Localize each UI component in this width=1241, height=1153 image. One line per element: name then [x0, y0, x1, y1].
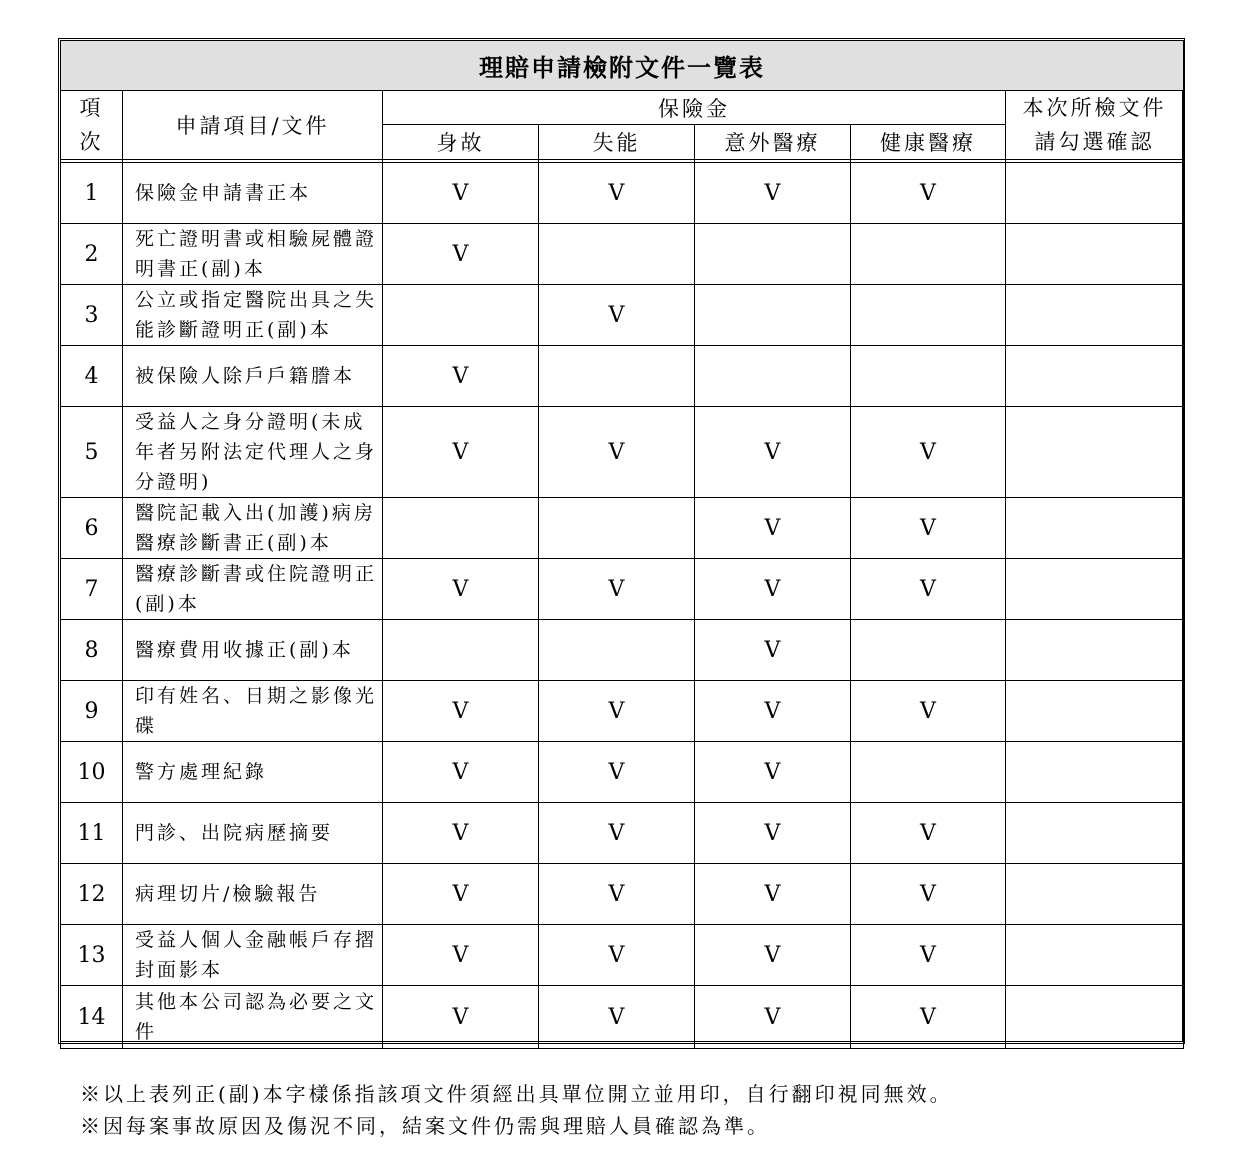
table-row: [61, 864, 1184, 925]
row-number: 12: [61, 864, 123, 925]
confirm-header: [1006, 91, 1184, 160]
mark-accident-medical: V: [695, 620, 851, 681]
mark-death: V: [383, 681, 539, 742]
mark-disability: V: [539, 742, 695, 803]
mark-death: [383, 620, 539, 681]
mark-disability: V: [539, 803, 695, 864]
mark-disability: V: [539, 407, 695, 498]
mark-accident-medical: [695, 285, 851, 346]
row-item: 警方處理紀錄: [123, 742, 383, 803]
row-number: 11: [61, 803, 123, 864]
mark-death: V: [383, 803, 539, 864]
row-number: 4: [61, 346, 123, 407]
row-number: 3: [61, 285, 123, 346]
mark-accident-medical: V: [695, 986, 851, 1049]
mark-disability: V: [539, 925, 695, 986]
row-item: 醫院記載入出(加護)病房醫療診斷書正(副)本: [123, 498, 383, 559]
mark-accident-medical: V: [695, 407, 851, 498]
confirm-checkbox-cell[interactable]: [1006, 163, 1184, 224]
confirm-checkbox-cell[interactable]: [1006, 986, 1184, 1049]
mark-health-medical: [851, 285, 1006, 346]
note-1: ※以上表列正(副)本字樣係指該項文件須經出具單位開立並用印，自行翻印視同無效。: [80, 1082, 953, 1106]
confirm-checkbox-cell[interactable]: [1006, 224, 1184, 285]
row-number: 2: [61, 224, 123, 285]
row-item: 印有姓名、日期之影像光碟: [123, 681, 383, 742]
category-header-accident-medical: 意外醫療: [695, 125, 851, 160]
row-item: 門診、出院病歷摘要: [123, 803, 383, 864]
mark-disability: [539, 346, 695, 407]
row-number: 7: [61, 559, 123, 620]
row-item: 病理切片/檢驗報告: [123, 864, 383, 925]
item-no-header-line2: 次: [79, 130, 104, 154]
mark-accident-medical: V: [695, 864, 851, 925]
table-row: [61, 925, 1184, 986]
mark-disability: V: [539, 864, 695, 925]
mark-disability: [539, 498, 695, 559]
row-item: 醫療診斷書或住院證明正(副)本: [123, 559, 383, 620]
table-row: [61, 407, 1184, 498]
note-2: ※因每案事故原因及傷況不同，結案文件仍需與理賠人員確認為準。: [80, 1114, 770, 1138]
table-row: [61, 803, 1184, 864]
mark-health-medical: V: [851, 681, 1006, 742]
table-body: [61, 163, 1184, 1049]
confirm-checkbox-cell[interactable]: [1006, 407, 1184, 498]
item-no-header-line1: 項: [79, 96, 104, 120]
mark-accident-medical: V: [695, 925, 851, 986]
mark-health-medical: [851, 224, 1006, 285]
mark-health-medical: V: [851, 559, 1006, 620]
mark-death: V: [383, 864, 539, 925]
row-item: 受益人之身分證明(未成年者另附法定代理人之身分證明): [123, 407, 383, 498]
table-row: [61, 742, 1184, 803]
mark-health-medical: [851, 346, 1006, 407]
mark-accident-medical: V: [695, 681, 851, 742]
mark-death: V: [383, 925, 539, 986]
confirm-checkbox-cell[interactable]: [1006, 803, 1184, 864]
mark-health-medical: V: [851, 925, 1006, 986]
mark-health-medical: [851, 620, 1006, 681]
confirm-checkbox-cell[interactable]: [1006, 346, 1184, 407]
mark-accident-medical: [695, 224, 851, 285]
mark-death: V: [383, 224, 539, 285]
mark-health-medical: V: [851, 498, 1006, 559]
mark-accident-medical: [695, 346, 851, 407]
mark-health-medical: V: [851, 803, 1006, 864]
mark-death: [383, 498, 539, 559]
mark-disability: [539, 620, 695, 681]
row-item: 受益人個人金融帳戶存摺封面影本: [123, 925, 383, 986]
table-title: 理賠申請檢附文件一覽表: [61, 41, 1184, 91]
mark-disability: V: [539, 681, 695, 742]
category-header-disability: 失能: [539, 125, 695, 160]
documents-table: [60, 40, 1184, 1049]
mark-death: V: [383, 742, 539, 803]
row-item: 被保險人除戶戶籍謄本: [123, 346, 383, 407]
mark-accident-medical: V: [695, 559, 851, 620]
mark-health-medical: V: [851, 986, 1006, 1049]
notes: [80, 1078, 953, 1142]
confirm-header-line2: 請勾選確認: [1034, 130, 1155, 154]
mark-death: [383, 285, 539, 346]
row-item: 醫療費用收據正(副)本: [123, 620, 383, 681]
mark-accident-medical: V: [695, 742, 851, 803]
row-number: 5: [61, 407, 123, 498]
mark-health-medical: V: [851, 163, 1006, 224]
mark-disability: V: [539, 559, 695, 620]
confirm-header-line1: 本次所檢文件: [1022, 96, 1167, 120]
mark-death: V: [383, 346, 539, 407]
item-header: 申請項目/文件: [123, 91, 383, 160]
insurance-group-header: 保險金: [383, 91, 1006, 125]
confirm-checkbox-cell[interactable]: [1006, 742, 1184, 803]
table-row: [61, 681, 1184, 742]
mark-death: V: [383, 407, 539, 498]
table-row: [61, 285, 1184, 346]
row-number: 1: [61, 163, 123, 224]
confirm-checkbox-cell[interactable]: [1006, 285, 1184, 346]
confirm-checkbox-cell[interactable]: [1006, 620, 1184, 681]
confirm-checkbox-cell[interactable]: [1006, 559, 1184, 620]
table-row: [61, 620, 1184, 681]
mark-accident-medical: V: [695, 163, 851, 224]
mark-health-medical: V: [851, 407, 1006, 498]
mark-death: V: [383, 163, 539, 224]
row-number: 14: [61, 986, 123, 1049]
confirm-checkbox-cell[interactable]: [1006, 925, 1184, 986]
item-no-header: [61, 91, 123, 160]
mark-health-medical: [851, 742, 1006, 803]
row-number: 13: [61, 925, 123, 986]
table-row: [61, 163, 1184, 224]
mark-health-medical: V: [851, 864, 1006, 925]
mark-disability: V: [539, 986, 695, 1049]
table-row: [61, 498, 1184, 559]
category-header-health-medical: 健康醫療: [851, 125, 1006, 160]
mark-accident-medical: V: [695, 498, 851, 559]
confirm-checkbox-cell[interactable]: [1006, 864, 1184, 925]
mark-accident-medical: V: [695, 803, 851, 864]
row-number: 8: [61, 620, 123, 681]
mark-death: V: [383, 559, 539, 620]
mark-disability: V: [539, 163, 695, 224]
table-row: [61, 224, 1184, 285]
mark-death: V: [383, 986, 539, 1049]
confirm-checkbox-cell[interactable]: [1006, 681, 1184, 742]
table-row: [61, 986, 1184, 1049]
row-number: 10: [61, 742, 123, 803]
row-item: 死亡證明書或相驗屍體證明書正(副)本: [123, 224, 383, 285]
row-item: 保險金申請書正本: [123, 163, 383, 224]
row-number: 9: [61, 681, 123, 742]
row-number: 6: [61, 498, 123, 559]
table-row: [61, 559, 1184, 620]
mark-disability: V: [539, 285, 695, 346]
row-item: 其他本公司認為必要之文件: [123, 986, 383, 1049]
mark-disability: [539, 224, 695, 285]
table-row: [61, 346, 1184, 407]
confirm-checkbox-cell[interactable]: [1006, 498, 1184, 559]
category-header-death: 身故: [383, 125, 539, 160]
row-item: 公立或指定醫院出具之失能診斷證明正(副)本: [123, 285, 383, 346]
